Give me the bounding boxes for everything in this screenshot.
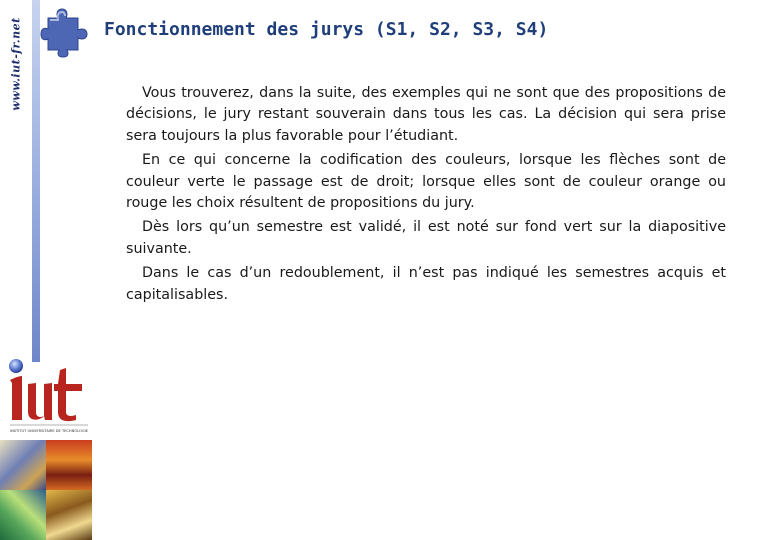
- slide-body: [126, 83, 726, 309]
- slide-title: Fonctionnement des jurys (S1, S2, S3, S4): [104, 19, 549, 40]
- iut-logo: [4, 356, 92, 438]
- body-paragraph-3: Dès lors qu’un semestre est validé, il est noté sur fond vert sur la diapositive suivante.: [126, 219, 726, 257]
- mosaic-tile-gold: [46, 490, 92, 540]
- iut-logo-subtext: INSTITUT UNIVERSITAIRE DE TECHNOLOGIE: [10, 429, 88, 433]
- mosaic-tile-orange: [46, 440, 92, 490]
- sidebar-blue-bar: [32, 0, 40, 362]
- mosaic-tile-green: [0, 490, 46, 540]
- photo-mosaic: [0, 440, 92, 540]
- puzzle-piece-icon: [40, 6, 90, 58]
- body-paragraph-4: Dans le cas d’un redoublement, il n’est pas indiqué les semestres acquis et capitalisables.: [126, 265, 726, 303]
- body-paragraph-1: Vous trouverez, dans la suite, des exemples qui ne sont que des propositions de décisions, le jury restant souverain dans tous les cas. La décision qui sera prise sera toujours la plus favorable pour l’étudiant.: [126, 85, 726, 144]
- mosaic-tile-campus: [0, 440, 46, 490]
- sidebar: [0, 0, 92, 540]
- vertical-url-label: [0, 0, 32, 128]
- body-paragraph-2: En ce qui concerne la codification des couleurs, lorsque les flèches sont de couleur verte le passage est de droit; lorsque elles sont de couleur orange ou rouge les choix résultent de propositions du jury.: [126, 152, 726, 212]
- site-url-text: www.iut-fr.net: [9, 17, 23, 111]
